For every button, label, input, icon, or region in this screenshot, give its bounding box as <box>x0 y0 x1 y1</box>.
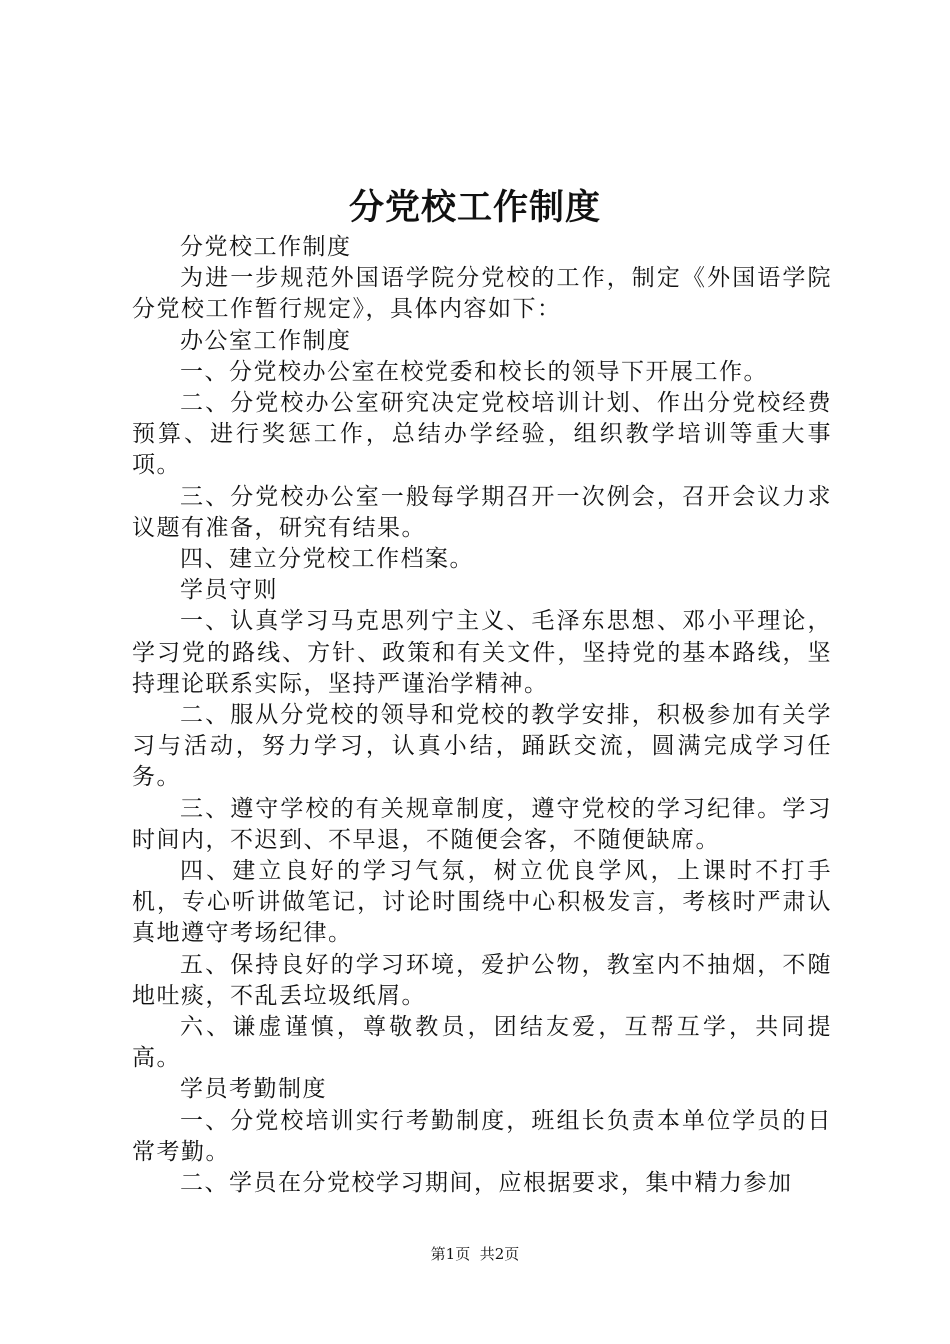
paragraph: 学员守则 <box>180 577 278 604</box>
paragraph: 一、分党校培训实行考勤制度，班组长负责本单位学员的日常考勤。 <box>132 1107 832 1165</box>
paragraph: 四、建立良好的学习气氛，树立优良学风，上课时不打手机，专心听讲做笔记，讨论时围绕中心积极发言，考核时严肃认真地遵守考场纪律。 <box>132 858 832 947</box>
paragraph: 一、分党校办公室在校党委和校长的领导下开展工作。 <box>180 358 768 385</box>
paragraph: 办公室工作制度 <box>180 327 352 354</box>
paragraph: 二、服从分党校的领导和党校的教学安排，积极参加有关学习与活动，努力学习，认真小结，踊跃交流，圆满完成学习任务。 <box>132 702 832 791</box>
paragraph: 三、分党校办公室一般每学期召开一次例会，召开会议力求议题有准备，研究有结果。 <box>132 483 832 541</box>
paragraph: 二、分党校办公室研究决定党校培训计划、作出分党校经费预算、进行奖惩工作，总结办学经验，组织教学培训等重大事项。 <box>132 390 832 479</box>
footer-spacer <box>470 1245 480 1263</box>
paragraph: 学员考勤制度 <box>180 1076 327 1103</box>
document-title: 分党校工作制度 <box>348 187 601 228</box>
paragraph: 分党校工作制度 <box>180 234 352 260</box>
paragraph: 一、认真学习马克思列宁主义、毛泽东思想、邓小平理论，学习党的路线、方针、政策和有关文件，坚持党的基本路线，坚持理论联系实际，坚持严谨治学精神。 <box>132 608 832 697</box>
paragraph: 四、建立分党校工作档案。 <box>180 546 474 573</box>
page-footer <box>0 1243 950 1265</box>
document-body <box>132 232 832 1199</box>
page-total: 共2页 <box>479 1245 520 1263</box>
paragraph: 六、谦虚谨慎，尊敬教员，团结友爱，互帮互学，共同提高。 <box>132 1014 832 1072</box>
paragraph: 二、学员在分党校学习期间，应根据要求，集中精力参加 <box>180 1170 793 1197</box>
paragraph: 为进一步规范外国语学院分党校的工作，制定《外国语学院分党校工作暂行规定》，具体内容如下： <box>132 265 832 323</box>
paragraph: 三、遵守学校的有关规章制度，遵守党校的学习纪律。学习时间内，不迟到、不早退，不随便会客，不随便缺席。 <box>132 795 832 853</box>
page-number: 第1页 <box>430 1245 471 1263</box>
paragraph: 五、保持良好的学习环境，爱护公物，教室内不抽烟，不随地吐痰，不乱丢垃圾纸屑。 <box>132 951 832 1009</box>
